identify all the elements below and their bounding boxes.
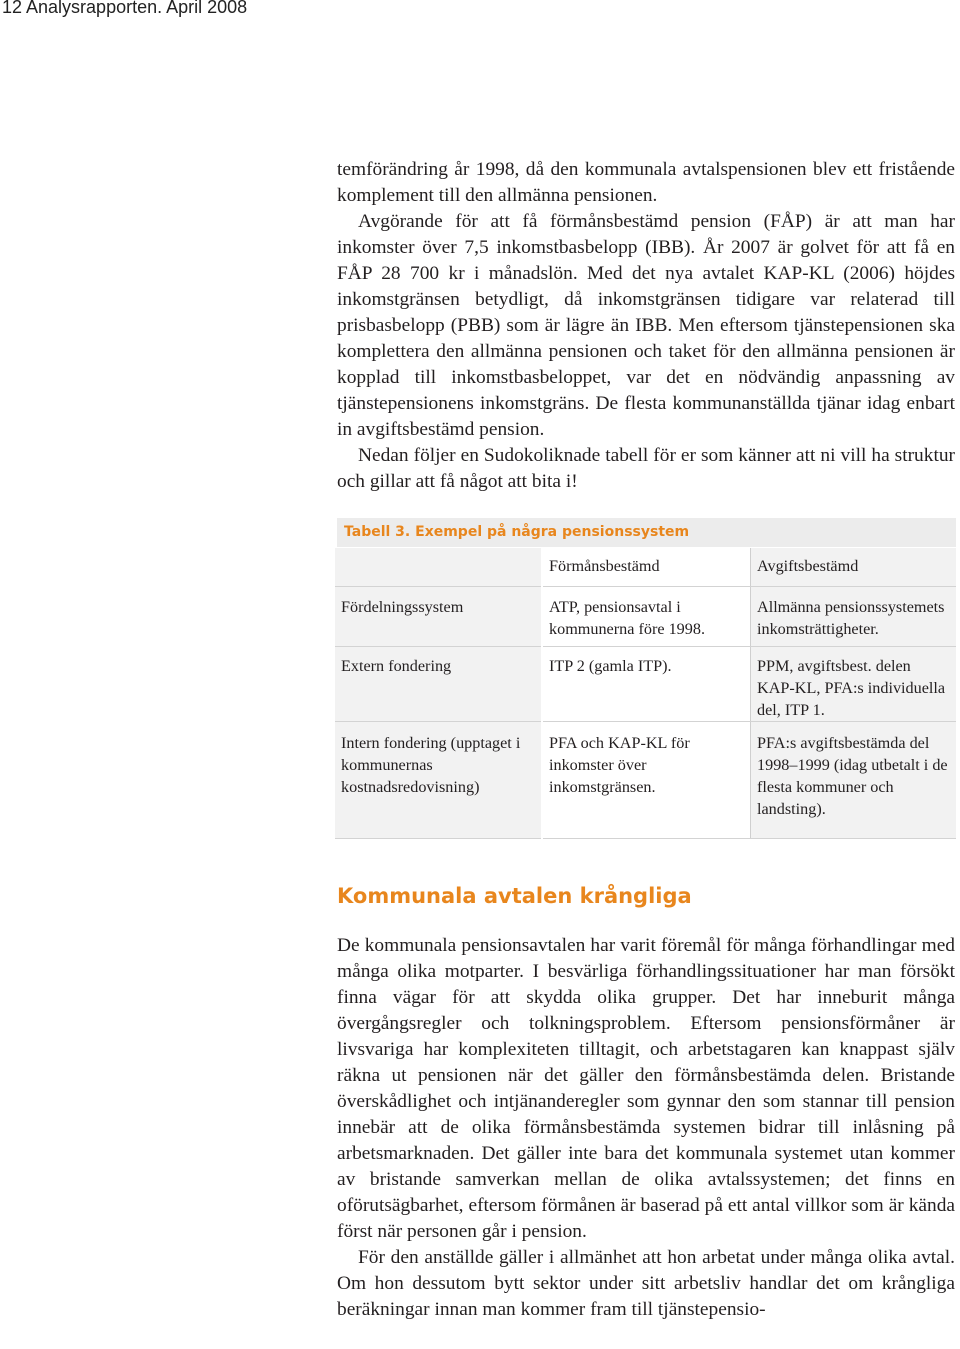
paragraph: temförändring år 1998, då den kommunala avtalspensionen blev ett fristående komplement till den allmänna pensionen. <box>337 159 955 206</box>
section-heading: Kommunala avtalen krångliga <box>337 884 692 908</box>
table-cell: PFA och KAP-KL för inkomster över inkomstgränsen. <box>542 722 751 839</box>
paragraph: För den anställde gäller i allmänhet att hon arbetat under många olika avtal. Om hon dessutom bytt sektor under sitt arbetsliv handlar det om krångliga beräkningar innan man kommer fram till tjänstepensio- <box>337 1247 955 1320</box>
body-text-top <box>337 157 955 495</box>
table-cell: Intern fondering (upptaget i kommunernas kostnadsredovisning) <box>335 722 542 839</box>
paragraph: Nedan följer en Sudokoliknade tabell för er som känner att ni vill ha struktur och gillar att få något att bita i! <box>337 445 955 492</box>
table-row <box>335 722 956 839</box>
table-cell: Fördelningssystem <box>335 587 542 647</box>
table-cell: PFA:s avgiftsbestämda del 1998–1999 (idag utbetalt i de flesta kommuner och landsting). <box>751 722 957 839</box>
paragraph: De kommunala pensionsavtalen har varit föremål för många förhandlingar med många olika motparter. I besvärliga förhandlingssituationer har man försökt finna vägar för att skydda olika grupper. Det har inneburit många övergångsregler och tolkningsproblem. Eftersom pensionsförmåner är livsvariga har komplexiteten tilltagit, och arbetstagaren kan knappast själv räkna ut pensionen när det gäller den förmånsbestämda delen. Bristande överskådlighet och intjänanderegler som gynnar den som stannar till pension innebär att de olika förmånsbestämda systemen bidrar till inlåsning på arbetsmarknaden. Det gäller inte bara det kommunala systemet utan kommer av bristande samverkan mellan de olika avtalssystemen; det finns en oförutsägbarhet, eftersom förmånen är baserad på ett antal villkor som är kända först när personen går i pension. <box>337 935 955 1242</box>
table-cell: ITP 2 (gamla ITP). <box>542 647 751 722</box>
table-caption-title: Exempel på några pensionssystem <box>410 524 690 540</box>
paragraph: Avgörande för att få förmånsbestämd pension (FÅP) är att man har inkomster över 7,5 inkomstbasbelopp (IBB). År 2007 är golvet för att få en FÅP 28 700 kr i månadslön. Med det nya avtalet KAP-KL (2006) höjdes inkomstgränsen betydligt, då inkomstgränsen tidigare var relaterad till prisbasbelopp (PBB) som är lägre än IBB. Men eftersom tjänstepensionen ska komplettera den allmänna pensionen och taket för den allmänna pensionen är kopplad till inkomstbasbeloppet, var det en nödvändig anpassning av tjänstepensionens inkomstgräns. De flesta kommunanställda tjänar idag enbart in avgiftsbestämd pension. <box>337 211 955 440</box>
table-cell: Allmänna pensionssystemets inkomsträttigheter. <box>751 587 957 647</box>
table-row <box>335 647 956 722</box>
table-header-row <box>335 548 956 587</box>
table-caption <box>337 518 956 547</box>
table-header-cell: Förmånsbestämd <box>542 548 751 587</box>
table-cell: Extern fondering <box>335 647 542 722</box>
table-cell: ATP, pensionsavtal i kommunerna före 1998. <box>542 587 751 647</box>
table-caption-label: Tabell 3. <box>344 524 411 540</box>
table-row <box>335 587 956 647</box>
pension-systems-table <box>335 548 956 839</box>
table-header-cell <box>335 548 542 587</box>
body-text-section <box>337 933 955 1323</box>
table-cell: PPM, avgiftsbest. delen KAP-KL, PFA:s individuella del, ITP 1. <box>751 647 957 722</box>
page-header: 12 Analysrapporten. April 2008 <box>2 0 248 17</box>
table-header-cell: Avgiftsbestämd <box>751 548 957 587</box>
